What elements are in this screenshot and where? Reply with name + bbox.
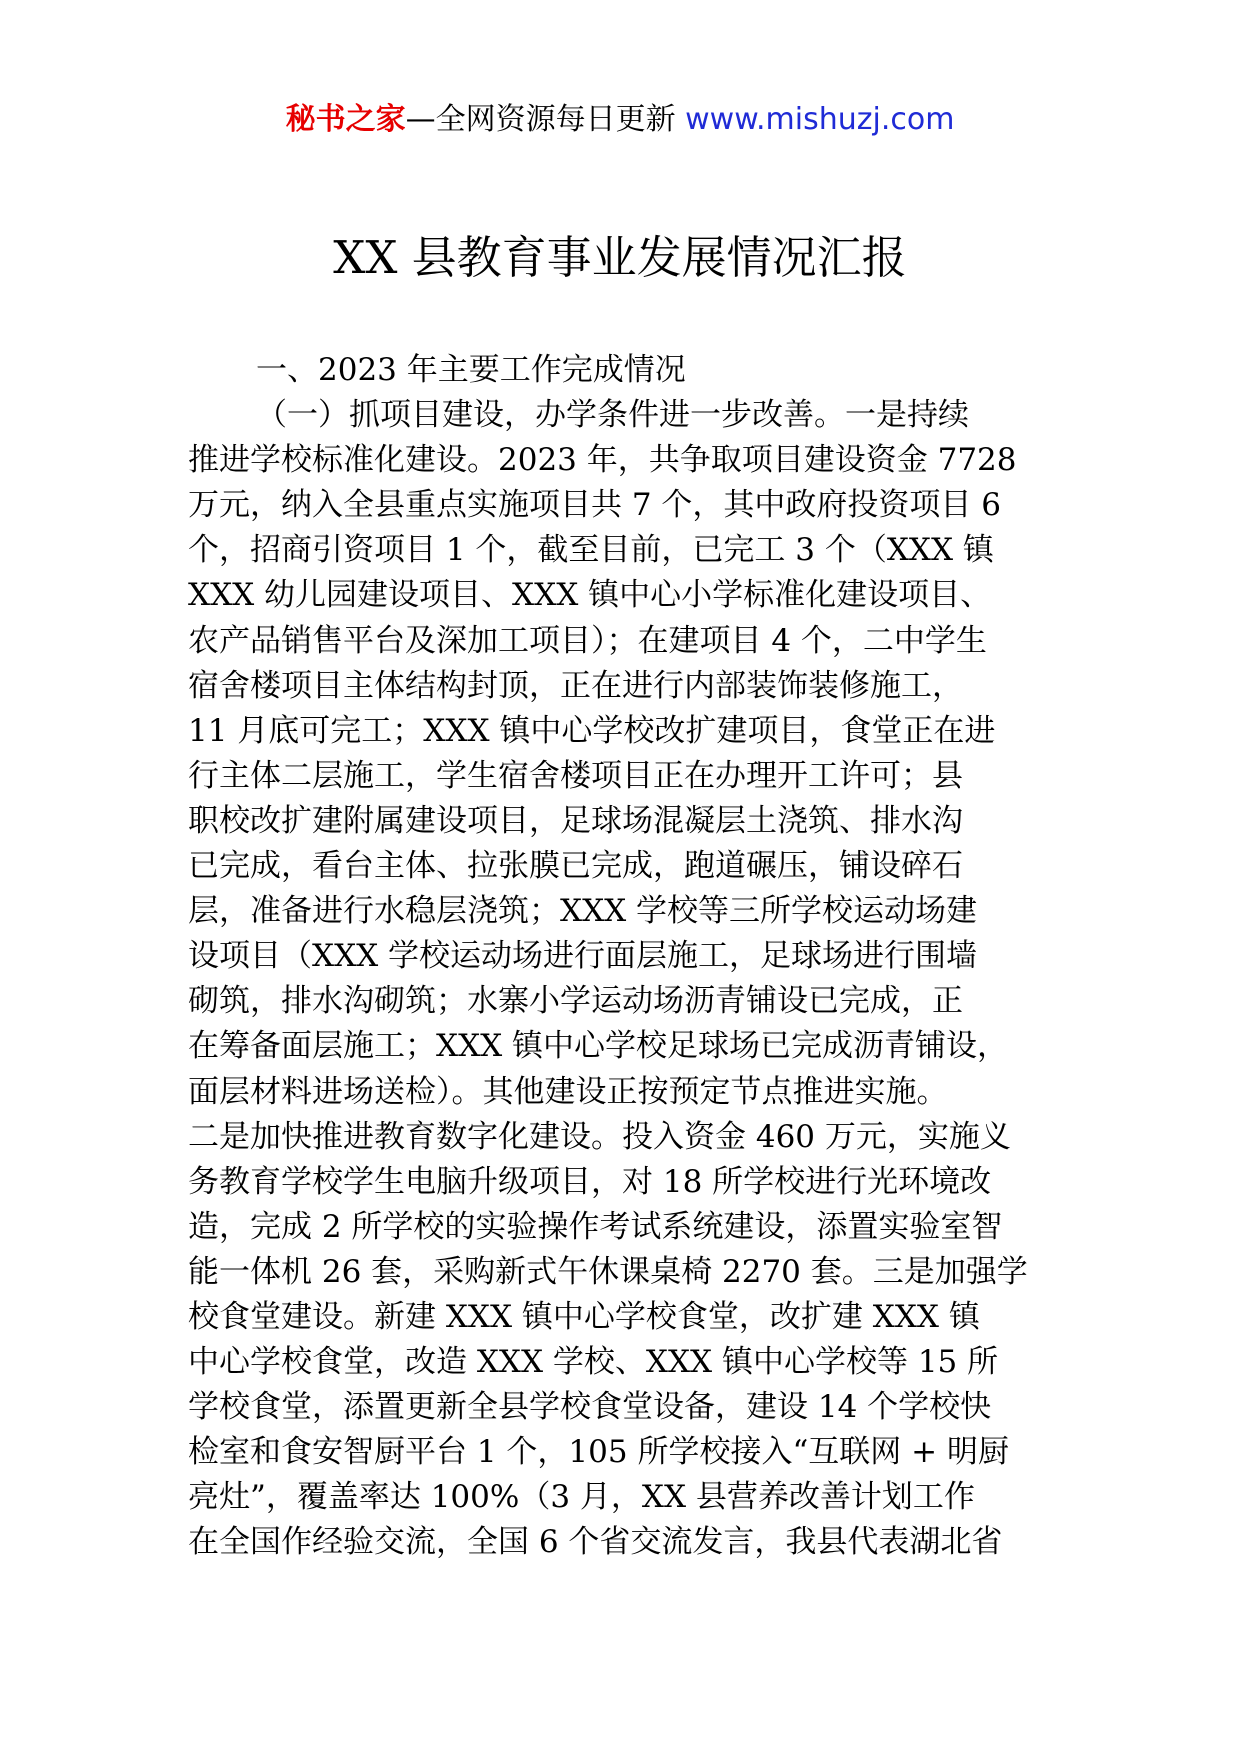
document-body: [188, 348, 1088, 1566]
page-header: [0, 100, 1240, 140]
paragraph-line: 能一体机 26 套，采购新式午休课桌椅 2270 套。三是加强学: [188, 1253, 1028, 1290]
paragraph-line: 农产品销售平台及深加工项目）；在建项目 4 个，二中学生: [188, 622, 987, 659]
paragraph-line: （一）抓项目建设，办学条件进一步改善。一是持续: [256, 397, 969, 434]
paragraph-line: XXX 幼儿园建设项目、XXX 镇中心小学标准化建设项目、: [188, 577, 992, 614]
paragraph-line: 在筹备面层施工；XXX 镇中心学校足球场已完成沥青铺设，: [188, 1028, 1009, 1065]
header-brand: 秘书之家: [285, 102, 406, 137]
paragraph-line: 宿舍楼项目主体结构封顶，正在进行内部装饰装修施工，: [188, 667, 963, 704]
paragraph-line: 面层材料进场送检）。其他建设正按预定节点推进实施。: [188, 1073, 948, 1110]
paragraph-line: 个，招商引资项目 1 个，截至目前，已完工 3 个（XXX 镇: [188, 532, 994, 569]
paragraph-line: 中心学校食堂，改造 XXX 学校、XXX 镇中心学校等 15 所: [188, 1344, 999, 1381]
paragraph-line: 砌筑，排水沟砌筑；水寨小学运动场沥青铺设已完成，正: [188, 983, 963, 1020]
paragraph-line: 已完成，看台主体、拉张膜已完成，跑道碾压，铺设碎石: [188, 848, 963, 885]
paragraph-line: 检室和食安智厨平台 1 个，105 所学校接入“互联网 + 明厨: [188, 1434, 1009, 1471]
paragraph-line: 职校改扩建附属建设项目，足球场混凝层土浇筑、排水沟: [188, 802, 963, 839]
header-url-link[interactable]: www.mishuzj.com: [685, 102, 955, 137]
paragraph-line: 在全国作经验交流，全国 6 个省交流发言，我县代表湖北省: [188, 1524, 1003, 1561]
paragraph-line: 行主体二层施工，学生宿舍楼项目正在办理开工许可；县: [188, 757, 963, 794]
paragraph-line: 万元，纳入全县重点实施项目共 7 个，其中政府投资项目 6: [188, 487, 1002, 524]
document-title: XX 县教育事业发展情况汇报: [333, 231, 907, 284]
paragraph-line: 推进学校标准化建设。2023 年，共争取项目建设资金 7728: [188, 442, 1017, 479]
paragraph-line: 造，完成 2 所学校的实验操作考试系统建设，添置实验室智: [188, 1208, 1003, 1245]
paragraph-line: 务教育学校学生电脑升级项目，对 18 所学校进行光环境改: [188, 1163, 992, 1200]
paragraph-line: 11 月底可完工；XXX 镇中心学校改扩建项目，食堂正在进: [188, 712, 996, 749]
header-slogan: —全网资源每日更新: [405, 102, 686, 137]
paragraph: [188, 393, 1088, 1565]
paragraph-line: 二是加快推进教育数字化建设。投入资金 460 万元，实施义: [188, 1118, 1011, 1155]
paragraph-line: 亮灶”，覆盖率达 100%（3 月，XX 县营养改善计划工作: [188, 1479, 975, 1516]
paragraph-line: 学校食堂，添置更新全县学校食堂设备，建设 14 个学校快: [188, 1389, 992, 1426]
paragraph-line: 设项目（XXX 学校运动场进行面层施工，足球场进行围墙: [188, 938, 978, 975]
paragraph-line: 层，准备进行水稳层浇筑；XXX 学校等三所学校运动场建: [188, 893, 978, 930]
paragraph-line: 校食堂建设。新建 XXX 镇中心学校食堂，改扩建 XXX 镇: [188, 1298, 980, 1335]
section-heading: 一、2023 年主要工作完成情况: [256, 352, 686, 388]
